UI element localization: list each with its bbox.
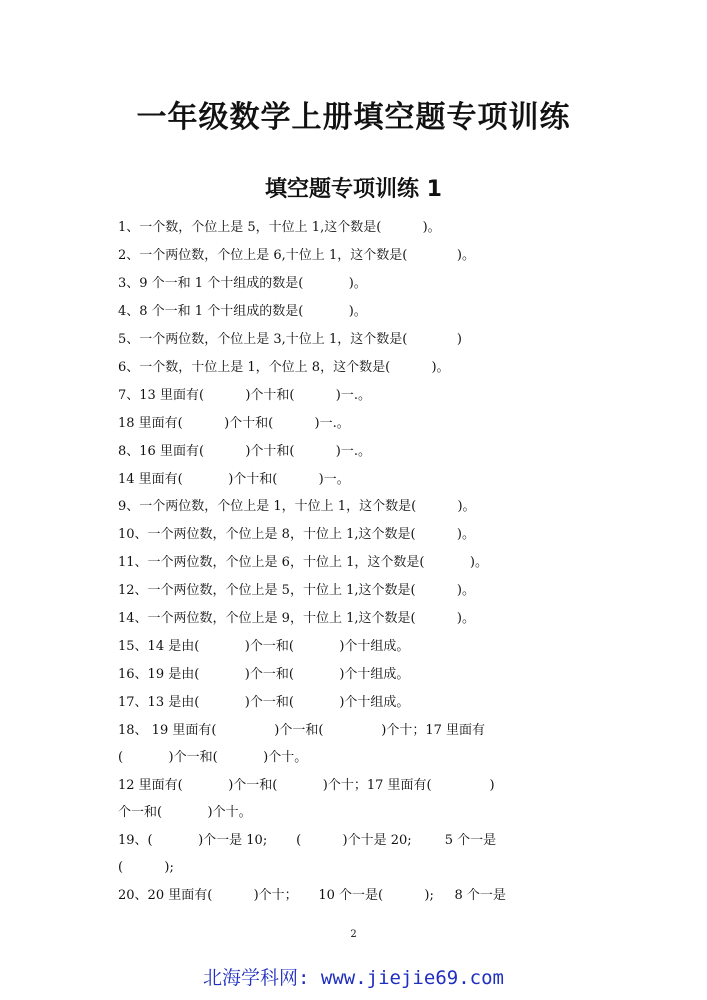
question-line: 10、一个两位数，个位上是 8，十位上 1,这个数是( )。 [118,527,475,542]
question-line: 9、一个两位数，个位上是 1，十位上 1，这个数是( )。 [118,499,476,514]
question-line: 3、9 个一和 1 个十组成的数是( )。 [118,276,367,291]
question-line: 6、一个数，十位上是 1，个位上 8，这个数是( )。 [118,360,450,375]
question-line: 个一和( )个十。 [118,805,252,820]
question-line: 8、16 里面有( )个十和( )一.。 [118,444,372,459]
question-line: 20、20 里面有( )个十； 10 个一是( ); 8 个一是 [118,888,506,903]
question-line: 2、一个两位数，个位上是 6,十位上 1，这个数是( )。 [118,248,475,263]
section-subtitle: 填空题专项训练 1 [265,177,442,202]
page-number: 2 [350,929,357,940]
question-line: 18 里面有( )个十和( )一.。 [118,416,350,431]
question-line: 14、一个两位数，个位上是 9，十位上 1,这个数是( )。 [118,611,475,626]
page-title: 一年级数学上册填空题专项训练 [136,100,571,135]
question-line: 11、一个两位数，个位上是 6，十位上 1，这个数是( )。 [118,555,488,570]
footer-watermark: 北海学科网: www.jiejie69.com [203,967,504,989]
question-line: ( )个一和( )个十。 [118,750,308,765]
question-line: ( ); [118,860,174,875]
question-line: 4、8 个一和 1 个十组成的数是( )。 [118,304,367,319]
question-line: 14 里面有( )个十和( )一。 [118,472,350,487]
question-line: 17、13 是由( )个一和( )个十组成。 [118,695,410,710]
question-line: 1、一个数，个位上是 5，十位上 1,这个数是( )。 [118,220,441,235]
question-line: 15、14 是由( )个一和( )个十组成。 [118,639,410,654]
question-line: 12 里面有( )个一和( )个十；17 里面有( ) [118,778,495,793]
question-line: 18、 19 里面有( )个一和( )个十；17 里面有 [118,723,486,738]
question-line: 7、13 里面有( )个十和( )一.。 [118,388,372,403]
question-line: 16、19 是由( )个一和( )个十组成。 [118,667,410,682]
question-line: 12、一个两位数，个位上是 5，十位上 1,这个数是( )。 [118,583,475,598]
question-line: 19、( )个一是 10; ( )个十是 20; 5 个一是 [118,833,497,848]
question-line: 5、一个两位数，个位上是 3,十位上 1，这个数是( ) [118,332,462,347]
